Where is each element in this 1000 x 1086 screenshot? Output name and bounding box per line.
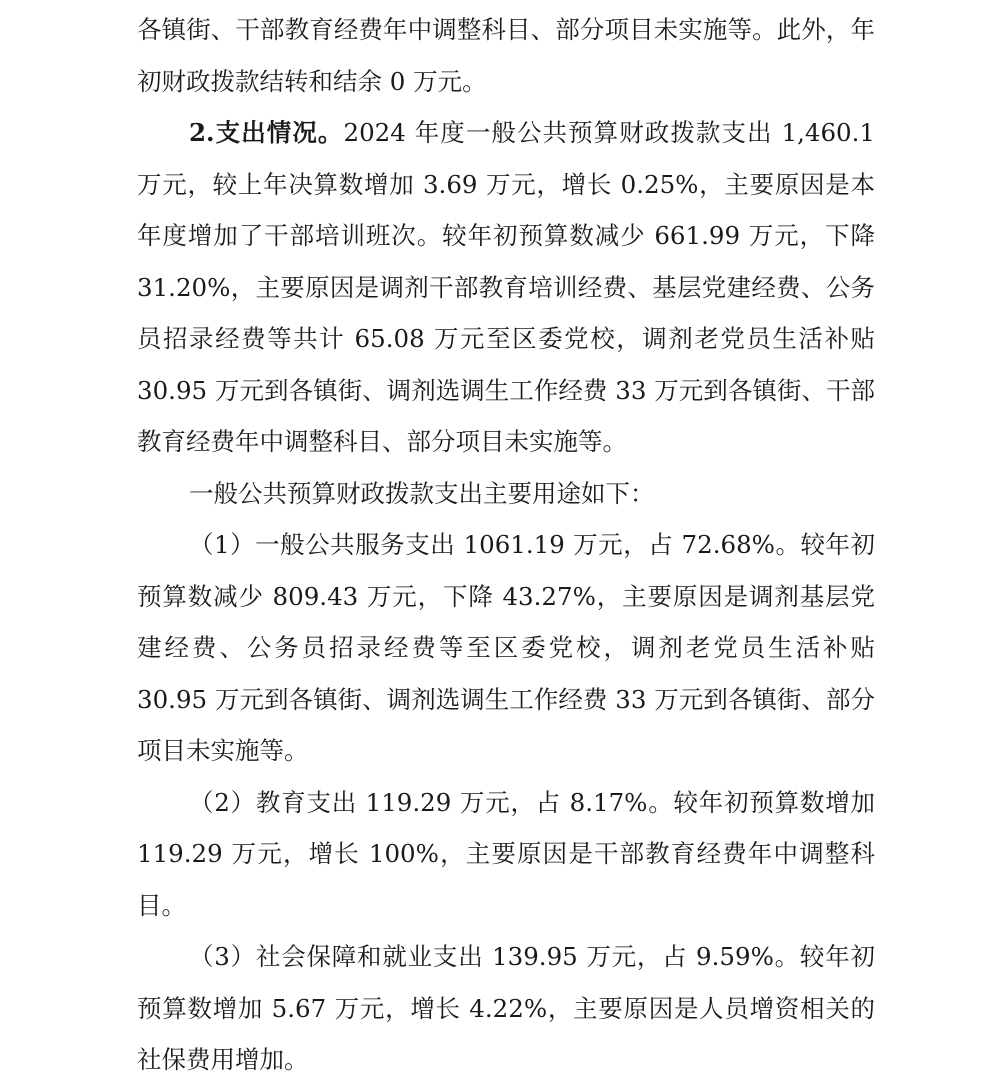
paragraph-expenditure-overview: [137, 107, 875, 468]
paragraph-item-3-social-security: （3）社会保障和就业支出 139.95 万元，占 9.59%。较年初预算数增加 5.67 万元，增长 4.22%，主要原因是人员增资相关的社保费用增加。: [137, 942, 875, 1074]
paragraph-item-2-education: （2）教育支出 119.29 万元，占 8.17%。较年初预算数增加 119.29 万元，增长 100%，主要原因是干部教育经费年中调整科目。: [137, 787, 875, 920]
section-heading-expenditure: 2.支出情况。: [189, 118, 344, 147]
paragraph-uses-intro: 一般公共预算财政拨款支出主要用途如下：: [189, 478, 655, 508]
document-body: [137, 4, 875, 1086]
paragraph-carryover: 各镇街、干部教育经费年中调整科目、部分项目未实施等。此外，年初财政拨款结转和结余 0 万元。: [137, 15, 875, 96]
paragraph-item-1-general-public-services: （1）一般公共服务支出 1061.19 万元，占 72.68%。较年初预算数减少 809.43 万元，下降 43.27%，主要原因是调剂基层党建经费、公务员招录经费等至区委党校，调剂老党员生活补贴 30.95 万元到各镇街、调剂选调生工作经费 33 万元到各镇街、部分项目未实施等。: [137, 530, 875, 765]
paragraph-expenditure-overview-text: 2024 年度一般公共预算财政拨款支出 1,460.1 万元，较上年决算数增加 3.69 万元，增长 0.25%，主要原因是本年度增加了干部培训班次。较年初预算数减少 661.99 万元，下降 31.20%，主要原因是调剂干部教育培训经费、基层党建经费、公务员招录经费等共计 65.08 万元至区委党校，调剂老党员生活补贴 30.95 万元到各镇街、调剂选调生工作经费 33 万元到各镇街、干部教育经费年中调整科目、部分项目未实施等。: [137, 118, 875, 456]
